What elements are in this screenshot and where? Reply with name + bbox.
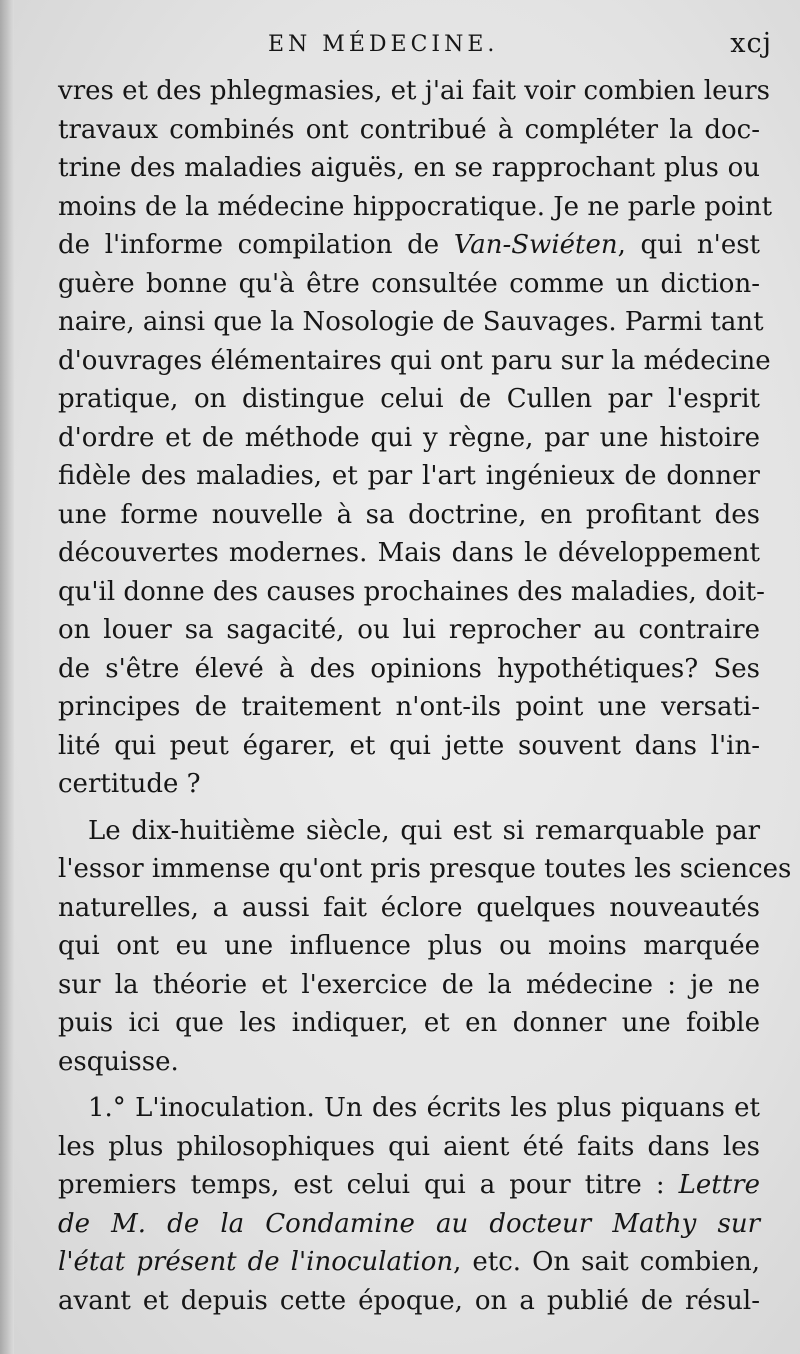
text-span: d'ouvrages élémentaires qui ont paru sur la médecine <box>58 345 771 376</box>
text-line <box>58 534 760 573</box>
text-line <box>58 1205 760 1244</box>
page-gutter-shadow <box>0 0 14 1354</box>
text-span: travaux combinés ont contribué à compléter la doc- <box>58 114 760 145</box>
text-span: l'essor immense qu'ont pris presque toutes les sciences <box>58 854 792 884</box>
text-line <box>58 457 760 496</box>
text-span: , etc. On sait combien, <box>453 1247 760 1277</box>
text-span: vres et des phlegmasies, et j'ai fait voir combien leurs <box>58 76 770 106</box>
italic-text: Lettre <box>678 1170 760 1200</box>
text-line <box>58 1243 760 1282</box>
text-span: les plus philosophiques qui aient été faits dans les <box>58 1131 760 1162</box>
text-line <box>58 1128 760 1167</box>
text-line <box>58 1004 760 1043</box>
text-line <box>58 611 760 650</box>
text-span: de s'être élevé à des opinions hypothétiques? Ses <box>58 653 760 684</box>
text-span: une forme nouvelle à sa doctrine, en profitant des <box>58 499 760 530</box>
text-line <box>58 380 760 419</box>
text-span: moins de la médecine hippocratique. Je ne parle point <box>58 191 773 222</box>
text-span: qui ont eu une influence plus ou moins marquée <box>58 931 760 961</box>
text-line <box>58 1043 760 1082</box>
text-span: certitude ? <box>58 769 201 799</box>
text-line <box>58 727 760 766</box>
text-line <box>58 111 760 150</box>
italic-text: Van-Swiéten <box>453 230 618 260</box>
text-line <box>58 812 760 851</box>
text-line <box>58 927 760 966</box>
text-span: d'ordre et de méthode qui y règne, par une histoire <box>58 422 760 453</box>
text-span: premiers temps, est celui qui a pour titre : <box>58 1170 679 1200</box>
page-number: xcj <box>730 28 772 59</box>
text-span: esquisse. <box>58 1046 179 1077</box>
text-line <box>58 419 760 458</box>
text-span: fidèle des maladies, et par l'art ingénieux de donner <box>58 461 760 491</box>
text-line <box>58 573 765 612</box>
text-line <box>58 688 760 727</box>
text-span: Le dix-huitième siècle, qui est si remarquable par <box>88 815 760 846</box>
text-line <box>58 1166 760 1205</box>
text-span: on louer sa sagacité, ou lui reprocher au contraire <box>58 615 760 645</box>
text-span: sur la théorie et l'exercice de la médecine : je ne <box>58 969 760 1000</box>
text-line <box>58 149 760 188</box>
text-span: avant et depuis cette époque, on a publié de résul- <box>58 1285 760 1316</box>
text-line <box>58 342 771 381</box>
text-line <box>58 966 760 1005</box>
body-text <box>58 72 792 1320</box>
text-span: , qui n'est <box>617 230 760 260</box>
text-line <box>58 72 770 111</box>
text-line <box>58 303 764 342</box>
text-span: découvertes modernes. Mais dans le développement <box>58 538 760 568</box>
text-span: pratique, on distingue celui de Cullen par l'esprit <box>58 384 760 414</box>
text-span: 1.° L'inoculation. Un des écrits les plus piquans et <box>88 1093 760 1123</box>
text-line <box>58 889 760 928</box>
page-header <box>60 28 772 68</box>
text-span: lité qui peut égarer, et qui jette souvent dans l'in- <box>58 730 760 761</box>
text-line <box>58 226 760 265</box>
text-span: qu'il donne des causes prochaines des maladies, doit- <box>58 576 765 607</box>
italic-text: l'état présent de l'inoculation <box>58 1247 454 1277</box>
text-span: de l'informe compilation de <box>58 230 454 260</box>
text-span: trine des maladies aiguës, en se rapprochant plus ou <box>58 153 760 183</box>
text-line <box>58 765 760 804</box>
text-line <box>58 850 792 889</box>
running-title: EN MÉDECINE. <box>268 32 499 57</box>
text-span: principes de traitement n'ont-ils point une versati- <box>58 692 760 722</box>
italic-text: de M. de la Condamine au docteur Mathy sur <box>58 1208 760 1239</box>
text-span: puis ici que les indiquer, et en donner une foible <box>58 1008 760 1038</box>
text-line <box>58 188 773 227</box>
text-span: naire, ainsi que la Nosologie de Sauvages. Parmi tant <box>58 307 764 337</box>
text-line <box>58 265 760 304</box>
text-span: naturelles, a aussi fait éclore quelques nouveautés <box>58 892 760 923</box>
text-line <box>58 650 760 689</box>
text-line <box>58 496 760 535</box>
text-span: guère bonne qu'à être consultée comme un diction- <box>58 268 760 299</box>
text-line <box>58 1282 760 1321</box>
text-line <box>58 1089 760 1128</box>
